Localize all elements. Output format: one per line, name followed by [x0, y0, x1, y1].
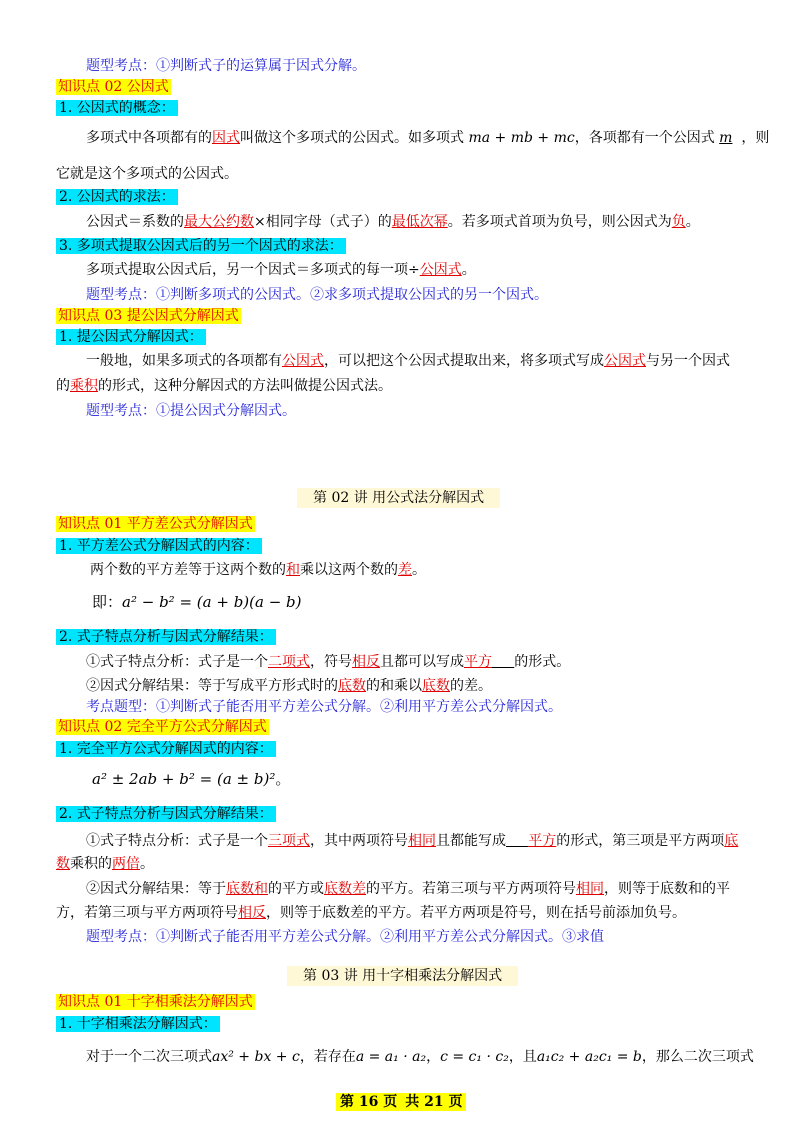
- sub-heading: 2. 式子特点分析与因式分解结果：: [56, 626, 276, 646]
- tip-line: 考点题型：①判断式子能否用平方差公式分解。②利用平方差公式分解因式。: [86, 699, 562, 715]
- paragraph: 多项式提取公因式后，另一个因式＝多项式的每一项÷公因式。: [86, 262, 476, 278]
- knowledge-point-heading: 知识点 03 提公因式分解因式: [58, 308, 239, 324]
- formula: 即：a² − b² = (a + b)(a − b): [92, 593, 302, 611]
- tip-line: 题型考点：①提公因式分解因式。: [86, 403, 296, 419]
- paragraph: 方，若第三项与平方两项符号相反，则等于底数差的平方。若平方两项是符号，则在括号前添加负号。: [56, 905, 686, 921]
- sub-heading: 1. 平方差公式分解因式的内容：: [56, 535, 262, 555]
- tip-line: 题型考点：①判断式子能否用平方差公式分解。②利用平方差公式分解因式。③求值: [86, 929, 604, 945]
- page-number: 第 16 页: [336, 1093, 401, 1111]
- tip-line: 题型考点：①判断多项式的公因式。②求多项式提取公因式的另一个因式。: [86, 287, 548, 303]
- knowledge-point-heading: 知识点 02 完全平方公式分解因式: [58, 719, 267, 735]
- sub-heading: 1. 提公因式分解因式：: [56, 326, 206, 346]
- paragraph: ①式子特点分析：式子是一个三项式，其中两项符号相同且都能写成 平方的形式，第三项是平方两项底: [86, 833, 739, 849]
- sub-heading: 3. 多项式提取公因式后的另一个因式的求法：: [56, 235, 346, 255]
- sub-heading: 1. 十字相乘法分解因式：: [56, 1013, 220, 1033]
- sub-heading: 2. 式子特点分析与因式分解结果：: [56, 803, 276, 823]
- lecture-title: 第 03 讲 用十字相乘法分解因式: [287, 965, 518, 985]
- paragraph: 两个数的平方差等于这两个数的和乘以这两个数的差。: [90, 562, 426, 578]
- knowledge-point-heading: 知识点 01 平方差公式分解因式: [58, 516, 253, 532]
- tip-line: 题型考点：①判断式子的运算属于因式分解。: [86, 58, 366, 74]
- paragraph: ②因式分解结果：等于底数和的平方或底数差的平方。若第三项与平方两项符号相同，则等于底数和的平: [86, 881, 730, 897]
- sub-heading: 2. 公因式的求法：: [56, 186, 178, 206]
- paragraph: 多项式中各项都有的因式叫做这个多项式的公因式。如多项式 ma + mb + mc，各项都有一个公因式 m ，则: [86, 130, 770, 146]
- paragraph: 数乘积的两倍。: [56, 856, 154, 872]
- paragraph: ①式子特点分析：式子是一个二项式，符号相反且都可以写成平方 的形式。: [86, 654, 571, 670]
- paragraph: 公因式＝系数的最大公约数×相同字母（式子）的最低次幂。若多项式首项为负号，则公因式为负。: [86, 214, 700, 230]
- sub-heading: 1. 完全平方公式分解因式的内容：: [56, 738, 276, 758]
- knowledge-point-heading: 知识点 02 公因式: [58, 79, 169, 95]
- formula: a² ± 2ab + b² = (a ± b)²。: [92, 770, 291, 788]
- paragraph: 它就是这个多项式的公因式。: [56, 166, 238, 182]
- paragraph: 的乘积的形式，这种分解因式的方法叫做提公因式法。: [56, 378, 392, 394]
- knowledge-point-heading: 知识点 01 十字相乘法分解因式: [58, 994, 253, 1010]
- paragraph: ②因式分解结果：等于写成平方形式时的底数的和乘以底数的差。: [86, 678, 492, 694]
- sub-heading: 1. 公因式的概念：: [56, 97, 178, 117]
- lecture-title: 第 02 讲 用公式法分解因式: [297, 487, 500, 507]
- paragraph: 对于一个二次三项式ax² + bx + c，若存在a = a₁ · a₂，c = c₁ · c₂，且a₁c₂ + a₂c₁ = b，那么二次三项式: [86, 1049, 754, 1065]
- paragraph: 一般地，如果多项式的各项都有公因式，可以把这个公因式提取出来，将多项式写成公因式与另一个因式: [86, 353, 730, 369]
- page-footer: [336, 1091, 466, 1111]
- page-total: 共 21 页: [401, 1093, 466, 1111]
